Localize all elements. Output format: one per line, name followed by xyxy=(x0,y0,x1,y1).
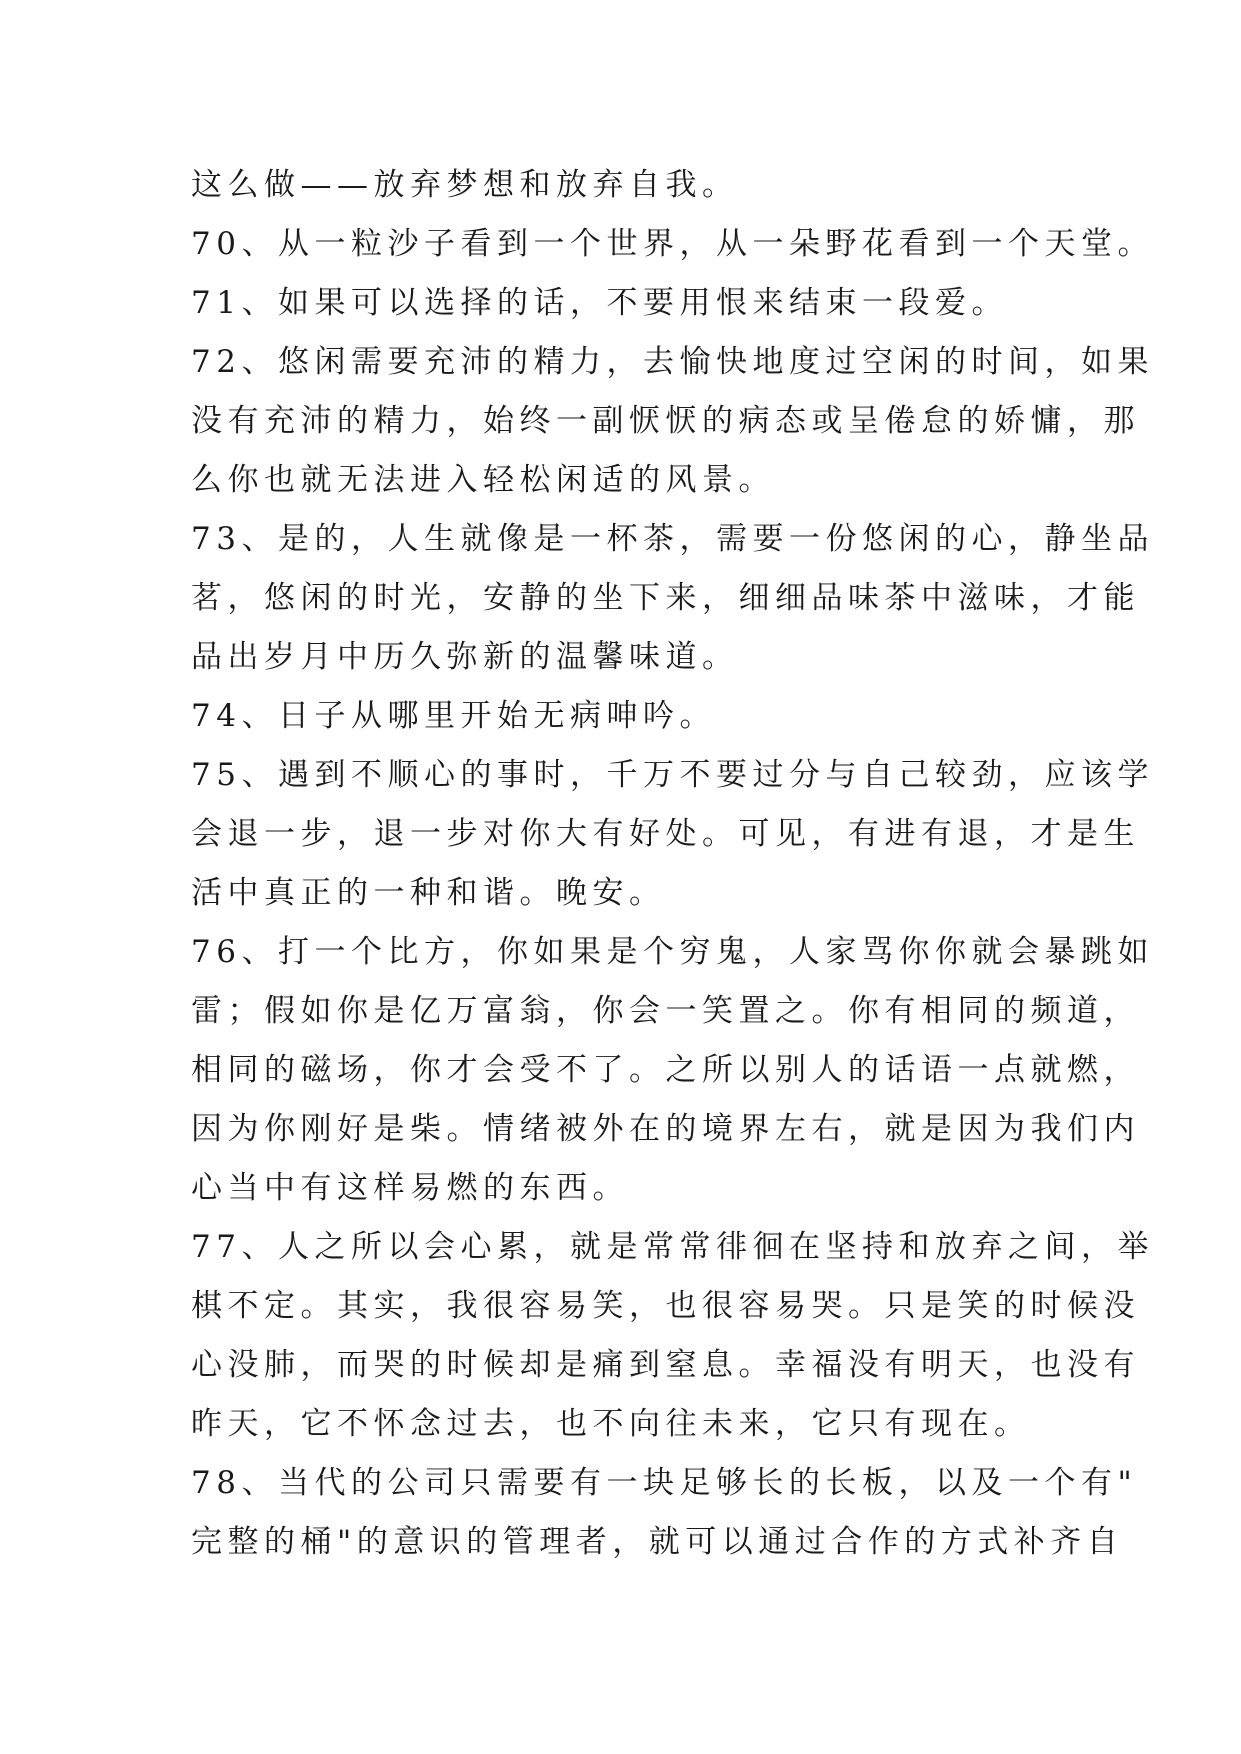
text-line: 71、如果可以选择的话，不要用恨来结束一段爱。 xyxy=(191,285,1008,321)
text-line: 没有充沛的精力，始终一副恹恹的病态或呈倦怠的娇慵，那 xyxy=(191,403,1140,439)
text-line: 72、悠闲需要充沛的精力，去愉快地度过空闲的时间，如果 xyxy=(191,344,1154,380)
text-line: 昨天，它不怀念过去，也不向往未来，它只有现在。 xyxy=(191,1406,1031,1442)
text-line: 品出岁月中历久弥新的温馨味道。 xyxy=(191,639,739,675)
text-line: 么你也就无法进入轻松闲适的风景。 xyxy=(191,462,775,498)
text-line: 茗，悠闲的时光，安静的坐下来，细细品味茶中滋味，才能 xyxy=(191,580,1140,616)
text-line: 活中真正的一种和谐。晚安。 xyxy=(191,875,666,911)
text-line: 这么做——放弃梦想和放弃自我。 xyxy=(191,167,739,203)
text-line: 雷；假如你是亿万富翁，你会一笑置之。你有相同的频道， xyxy=(191,993,1140,1029)
text-line: 77、人之所以会心累，就是常常徘徊在坚持和放弃之间，举 xyxy=(191,1229,1154,1265)
text-line: 75、遇到不顺心的事时，千万不要过分与自己较劲，应该学 xyxy=(191,757,1154,793)
text-line: 因为你刚好是柴。情绪被外在的境界左右，就是因为我们内 xyxy=(191,1111,1140,1147)
text-line: 78、当代的公司只需要有一块足够长的长板，以及一个有" xyxy=(191,1465,1138,1501)
text-line: 76、打一个比方，你如果是个穷鬼，人家骂你你就会暴跳如 xyxy=(191,934,1154,970)
text-line: 棋不定。其实，我很容易笑，也很容易哭。只是笑的时候没 xyxy=(191,1288,1140,1324)
text-line: 74、日子从哪里开始无病呻吟。 xyxy=(191,698,716,734)
text-line: 心当中有这样易燃的东西。 xyxy=(191,1170,629,1206)
text-line: 会退一步，退一步对你大有好处。可见，有进有退，才是生 xyxy=(191,816,1140,852)
text-line: 完整的桶"的意识的管理者，就可以通过合作的方式补齐自 xyxy=(191,1524,1124,1560)
text-line: 心没肺，而哭的时候却是痛到窒息。幸福没有明天，也没有 xyxy=(191,1347,1140,1383)
text-line: 73、是的，人生就像是一杯茶，需要一份悠闲的心，静坐品 xyxy=(191,521,1154,557)
text-line: 相同的磁场，你才会受不了。之所以别人的话语一点就燃， xyxy=(191,1052,1140,1088)
text-line: 70、从一粒沙子看到一个世界，从一朵野花看到一个天堂。 xyxy=(191,226,1154,262)
